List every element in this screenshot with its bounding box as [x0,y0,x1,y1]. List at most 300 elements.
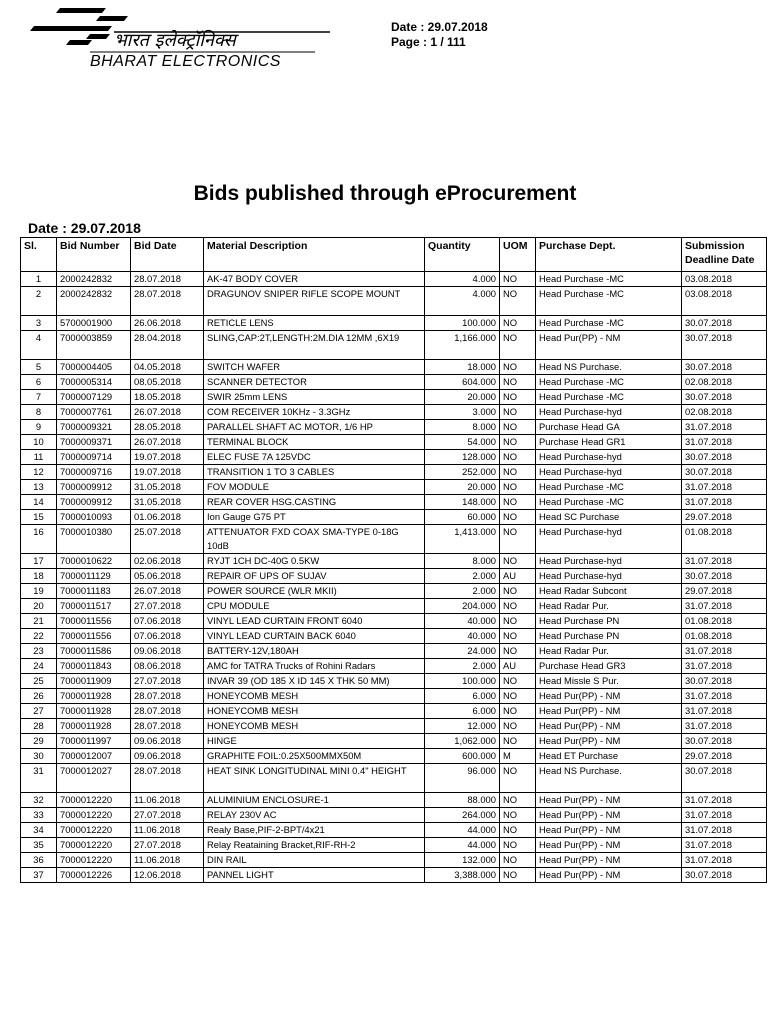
quantity-cell: 54.000 [425,435,500,450]
quantity-cell: 40.000 [425,629,500,644]
bid-number-cell: 7000010093 [57,510,131,525]
purchase-dept-cell: Head Purchase -MC [536,375,682,390]
bid-date-cell: 28.07.2018 [131,287,204,316]
quantity-cell: 132.000 [425,853,500,868]
bid-date-cell: 27.07.2018 [131,599,204,614]
bid-number-cell: 7000012220 [57,853,131,868]
bid-date-cell: 28.07.2018 [131,704,204,719]
purchase-dept-cell: Head Radar Pur. [536,644,682,659]
quantity-cell: 2.000 [425,659,500,674]
uom-cell: NO [500,316,536,331]
bid-number-cell: 7000012220 [57,808,131,823]
material-description-cell: SCANNER DETECTOR [204,375,425,390]
bid-date-cell: 26.07.2018 [131,584,204,599]
uom-cell: NO [500,599,536,614]
deadline-cell: 31.07.2018 [682,644,767,659]
table-row [21,689,767,704]
bid-number-cell: 7000009912 [57,495,131,510]
quantity-cell: 44.000 [425,838,500,853]
purchase-dept-cell: Purchase Head GR1 [536,435,682,450]
material-description-cell: RELAY 230V AC [204,808,425,823]
purchase-dept-cell: Head Radar Subcont [536,584,682,599]
purchase-dept-cell: Head Pur(PP) - NM [536,704,682,719]
material-description-cell: VINYL LEAD CURTAIN BACK 6040 [204,629,425,644]
material-description-cell: HONEYCOMB MESH [204,719,425,734]
bid-date-cell: 11.06.2018 [131,793,204,808]
sl-cell: 29 [21,734,57,749]
bid-number-cell: 7000011928 [57,704,131,719]
sl-cell: 2 [21,287,57,316]
quantity-cell: 40.000 [425,614,500,629]
material-description-cell: REPAIR OF UPS OF SUJAV [204,569,425,584]
deadline-cell: 31.07.2018 [682,480,767,495]
purchase-dept-cell: Head Purchase-hyd [536,554,682,569]
material-description-cell: HINGE [204,734,425,749]
quantity-cell: 604.000 [425,375,500,390]
quantity-cell: 3,388.000 [425,868,500,883]
col-bid-date-header: Bid Date [131,238,204,272]
table-row [21,659,767,674]
sl-cell: 35 [21,838,57,853]
purchase-dept-cell: Head Purchase-hyd [536,450,682,465]
bid-number-cell: 7000009714 [57,450,131,465]
table-row [21,331,767,360]
material-description-cell: ATTENUATOR FXD COAX SMA-TYPE 0-18G 10dB [204,525,425,554]
deadline-cell: 31.07.2018 [682,704,767,719]
quantity-cell: 6.000 [425,689,500,704]
uom-cell: NO [500,793,536,808]
sl-cell: 19 [21,584,57,599]
bid-date-cell: 01.06.2018 [131,510,204,525]
uom-cell: NO [500,405,536,420]
bid-date-cell: 26.06.2018 [131,316,204,331]
bid-date-cell: 31.05.2018 [131,495,204,510]
bid-date-cell: 28.05.2018 [131,420,204,435]
header-meta [391,20,488,50]
sl-cell: 21 [21,614,57,629]
material-description-cell: RETICLE LENS [204,316,425,331]
sl-cell: 37 [21,868,57,883]
purchase-dept-cell: Head Pur(PP) - NM [536,868,682,883]
table-row [21,584,767,599]
deadline-cell: 30.07.2018 [682,674,767,689]
sl-cell: 27 [21,704,57,719]
table-row [21,360,767,375]
quantity-cell: 100.000 [425,674,500,689]
bid-number-cell: 7000011556 [57,614,131,629]
quantity-cell: 20.000 [425,480,500,495]
deadline-cell: 31.07.2018 [682,599,767,614]
purchase-dept-cell: Head Purchase -MC [536,272,682,287]
quantity-cell: 252.000 [425,465,500,480]
quantity-cell: 4.000 [425,287,500,316]
material-description-cell: HEAT SINK LONGITUDINAL MINI 0.4" HEIGHT [204,764,425,793]
purchase-dept-cell: Head Purchase -MC [536,316,682,331]
purchase-dept-cell: Head Purchase -MC [536,287,682,316]
purchase-dept-cell: Head Pur(PP) - NM [536,808,682,823]
table-row [21,614,767,629]
bid-date-cell: 09.06.2018 [131,734,204,749]
quantity-cell: 12.000 [425,719,500,734]
purchase-dept-cell: Head Pur(PP) - NM [536,853,682,868]
deadline-cell: 30.07.2018 [682,734,767,749]
bid-number-cell: 7000011909 [57,674,131,689]
deadline-cell: 30.07.2018 [682,390,767,405]
bid-number-cell: 7000011586 [57,644,131,659]
uom-cell: AU [500,569,536,584]
material-description-cell: Realy Base,PIF-2-BPT/4x21 [204,823,425,838]
sl-cell: 1 [21,272,57,287]
uom-cell: NO [500,674,536,689]
deadline-cell: 01.08.2018 [682,629,767,644]
table-row [21,495,767,510]
quantity-cell: 18.000 [425,360,500,375]
quantity-cell: 600.000 [425,749,500,764]
deadline-cell: 01.08.2018 [682,614,767,629]
material-description-cell: PARALLEL SHAFT AC MOTOR, 1/6 HP [204,420,425,435]
bid-date-cell: 28.04.2018 [131,331,204,360]
table-row [21,719,767,734]
material-description-cell: SWIR 25mm LENS [204,390,425,405]
uom-cell: NO [500,644,536,659]
bid-date-cell: 09.06.2018 [131,644,204,659]
table-row [21,272,767,287]
header-date: Date : 29.07.2018 [391,20,488,34]
table-row [21,420,767,435]
purchase-dept-cell: Head Pur(PP) - NM [536,689,682,704]
uom-cell: NO [500,689,536,704]
material-description-cell: HONEYCOMB MESH [204,689,425,704]
bid-date-cell: 27.07.2018 [131,674,204,689]
sl-cell: 9 [21,420,57,435]
material-description-cell: FOV MODULE [204,480,425,495]
bid-number-cell: 7000011928 [57,719,131,734]
deadline-cell: 31.07.2018 [682,554,767,569]
bharat-electronics-logo [30,4,340,70]
table-body [21,272,767,883]
sl-cell: 28 [21,719,57,734]
uom-cell: NO [500,495,536,510]
table-row [21,465,767,480]
bid-number-cell: 7000012007 [57,749,131,764]
uom-cell: NO [500,480,536,495]
material-description-cell: CPU MODULE [204,599,425,614]
bid-number-cell: 7000009371 [57,435,131,450]
material-description-cell: SLING,CAP:2T,LENGTH:2M.DIA 12MM ,6X19 [204,331,425,360]
purchase-dept-cell: Head Purchase-hyd [536,525,682,554]
material-description-cell: COM RECEIVER 10KHz - 3.3GHz [204,405,425,420]
purchase-dept-cell: Head SC Purchase [536,510,682,525]
quantity-cell: 100.000 [425,316,500,331]
purchase-dept-cell: Head Purchase-hyd [536,465,682,480]
material-description-cell: TRANSITION 1 TO 3 CABLES [204,465,425,480]
uom-cell: NO [500,287,536,316]
quantity-cell: 1,062.000 [425,734,500,749]
bid-date-cell: 26.07.2018 [131,435,204,450]
bid-date-cell: 28.07.2018 [131,689,204,704]
uom-cell: NO [500,390,536,405]
sl-cell: 14 [21,495,57,510]
bid-number-cell: 7000011997 [57,734,131,749]
deadline-cell: 31.07.2018 [682,659,767,674]
deadline-cell: 30.07.2018 [682,316,767,331]
sl-cell: 18 [21,569,57,584]
material-description-cell: GRAPHITE FOIL:0.25X500MMX50M [204,749,425,764]
sl-cell: 11 [21,450,57,465]
purchase-dept-cell: Head ET Purchase [536,749,682,764]
sl-cell: 24 [21,659,57,674]
material-description-cell: SWITCH WAFER [204,360,425,375]
table-row [21,316,767,331]
table-row [21,674,767,689]
report-date: Date : 29.07.2018 [28,220,141,236]
material-description-cell: AK-47 BODY COVER [204,272,425,287]
uom-cell: NO [500,734,536,749]
bid-date-cell: 28.07.2018 [131,272,204,287]
deadline-cell: 31.07.2018 [682,793,767,808]
deadline-cell: 31.07.2018 [682,495,767,510]
uom-cell: NO [500,450,536,465]
bid-date-cell: 19.07.2018 [131,450,204,465]
table-row [21,525,767,554]
bid-number-cell: 7000011183 [57,584,131,599]
material-description-cell: Ion Gauge G75 PT [204,510,425,525]
quantity-cell: 1,166.000 [425,331,500,360]
bid-date-cell: 05.06.2018 [131,569,204,584]
bid-number-cell: 7000011556 [57,629,131,644]
deadline-cell: 31.07.2018 [682,689,767,704]
deadline-cell: 31.07.2018 [682,838,767,853]
uom-cell: AU [500,659,536,674]
deadline-cell: 03.08.2018 [682,287,767,316]
col-bid-number-header: Bid Number [57,238,131,272]
bid-date-cell: 11.06.2018 [131,853,204,868]
quantity-cell: 128.000 [425,450,500,465]
table-row [21,808,767,823]
quantity-cell: 8.000 [425,420,500,435]
purchase-dept-cell: Purchase Head GR3 [536,659,682,674]
bid-date-cell: 02.06.2018 [131,554,204,569]
purchase-dept-cell: Head Radar Pur. [536,599,682,614]
purchase-dept-cell: Head Purchase-hyd [536,405,682,420]
uom-cell: NO [500,614,536,629]
bid-number-cell: 7000009321 [57,420,131,435]
deadline-cell: 29.07.2018 [682,584,767,599]
bid-number-cell: 7000012220 [57,793,131,808]
deadline-cell: 02.08.2018 [682,405,767,420]
deadline-cell: 30.07.2018 [682,764,767,793]
uom-cell: NO [500,838,536,853]
sl-cell: 32 [21,793,57,808]
bid-number-cell: 7000011928 [57,689,131,704]
quantity-cell: 96.000 [425,764,500,793]
quantity-cell: 2.000 [425,584,500,599]
deadline-cell: 30.07.2018 [682,868,767,883]
deadline-cell: 30.07.2018 [682,465,767,480]
bid-number-cell: 7000005314 [57,375,131,390]
material-description-cell: HONEYCOMB MESH [204,704,425,719]
sl-cell: 36 [21,853,57,868]
bid-number-cell: 7000011129 [57,569,131,584]
svg-text:BHARAT ELECTRONICS: BHARAT ELECTRONICS [90,53,281,70]
table-row [21,868,767,883]
sl-cell: 30 [21,749,57,764]
material-description-cell: DIN RAIL [204,853,425,868]
bid-number-cell: 7000012226 [57,868,131,883]
quantity-cell: 2.000 [425,569,500,584]
quantity-cell: 204.000 [425,599,500,614]
bid-number-cell: 7000003859 [57,331,131,360]
sl-cell: 12 [21,465,57,480]
quantity-cell: 148.000 [425,495,500,510]
uom-cell: NO [500,420,536,435]
uom-cell: NO [500,375,536,390]
bid-number-cell: 7000011517 [57,599,131,614]
uom-cell: NO [500,719,536,734]
bid-date-cell: 18.05.2018 [131,390,204,405]
deadline-cell: 30.07.2018 [682,360,767,375]
purchase-dept-cell: Head Pur(PP) - NM [536,823,682,838]
table-row [21,405,767,420]
bids-table [20,237,767,883]
material-description-cell: RYJT 1CH DC-40G 0.5KW [204,554,425,569]
sl-cell: 13 [21,480,57,495]
material-description-cell: VINYL LEAD CURTAIN FRONT 6040 [204,614,425,629]
uom-cell: NO [500,629,536,644]
material-description-cell: ELEC FUSE 7A 125VDC [204,450,425,465]
deadline-cell: 30.07.2018 [682,450,767,465]
table-row [21,764,767,793]
quantity-cell: 24.000 [425,644,500,659]
uom-cell: NO [500,360,536,375]
table-row [21,480,767,495]
material-description-cell: ALUMINIUM ENCLOSURE-1 [204,793,425,808]
table-row [21,853,767,868]
purchase-dept-cell: Head Pur(PP) - NM [536,719,682,734]
bid-date-cell: 04.05.2018 [131,360,204,375]
bid-date-cell: 07.06.2018 [131,614,204,629]
col-purchase-dept-header: Purchase Dept. [536,238,682,272]
quantity-cell: 4.000 [425,272,500,287]
bid-date-cell: 28.07.2018 [131,719,204,734]
deadline-cell: 02.08.2018 [682,375,767,390]
quantity-cell: 3.000 [425,405,500,420]
bid-date-cell: 28.07.2018 [131,764,204,793]
bid-number-cell: 7000007129 [57,390,131,405]
quantity-cell: 264.000 [425,808,500,823]
purchase-dept-cell: Head NS Purchase. [536,360,682,375]
deadline-cell: 03.08.2018 [682,272,767,287]
bid-date-cell: 25.07.2018 [131,525,204,554]
uom-cell: NO [500,272,536,287]
bid-number-cell: 7000004405 [57,360,131,375]
bid-number-cell: 7000007761 [57,405,131,420]
bid-number-cell: 7000012027 [57,764,131,793]
sl-cell: 31 [21,764,57,793]
material-description-cell: POWER SOURCE (WLR MKII) [204,584,425,599]
material-description-cell: PANNEL LIGHT [204,868,425,883]
deadline-cell: 30.07.2018 [682,569,767,584]
purchase-dept-cell: Head Pur(PP) - NM [536,838,682,853]
material-description-cell: BATTERY-12V,180AH [204,644,425,659]
bid-date-cell: 27.07.2018 [131,808,204,823]
material-description-cell: Relay Reataining Bracket,RIF-RH-2 [204,838,425,853]
table-row [21,390,767,405]
uom-cell: NO [500,435,536,450]
sl-cell: 8 [21,405,57,420]
uom-cell: NO [500,331,536,360]
sl-cell: 25 [21,674,57,689]
bid-number-cell: 2000242832 [57,272,131,287]
bid-number-cell: 7000012220 [57,823,131,838]
uom-cell: NO [500,510,536,525]
sl-cell: 33 [21,808,57,823]
material-description-cell: INVAR 39 (OD 185 X ID 145 X THK 50 MM) [204,674,425,689]
bid-number-cell: 7000010380 [57,525,131,554]
purchase-dept-cell: Head Pur(PP) - NM [536,331,682,360]
bid-date-cell: 26.07.2018 [131,405,204,420]
purchase-dept-cell: Head Purchase -MC [536,480,682,495]
sl-cell: 17 [21,554,57,569]
material-description-cell: TERMINAL BLOCK [204,435,425,450]
col-sl-header: Sl. [21,238,57,272]
purchase-dept-cell: Purchase Head GA [536,420,682,435]
purchase-dept-cell: Head Pur(PP) - NM [536,734,682,749]
table-row [21,435,767,450]
uom-cell: NO [500,704,536,719]
bid-number-cell: 7000009912 [57,480,131,495]
purchase-dept-cell: Head Missle S Pur. [536,674,682,689]
bid-date-cell: 11.06.2018 [131,823,204,838]
bid-date-cell: 08.06.2018 [131,659,204,674]
quantity-cell: 6.000 [425,704,500,719]
table-row [21,450,767,465]
table-row [21,793,767,808]
deadline-cell: 29.07.2018 [682,749,767,764]
sl-cell: 6 [21,375,57,390]
table-row [21,287,767,316]
purchase-dept-cell: Head Purchase -MC [536,495,682,510]
quantity-cell: 8.000 [425,554,500,569]
bid-number-cell: 7000012220 [57,838,131,853]
uom-cell: NO [500,823,536,838]
col-uom-header: UOM [500,238,536,272]
table-header-row [21,238,767,272]
uom-cell: NO [500,554,536,569]
quantity-cell: 60.000 [425,510,500,525]
uom-cell: NO [500,764,536,793]
uom-cell: NO [500,525,536,554]
uom-cell: NO [500,584,536,599]
header-page-number: Page : 1 / 111 [391,35,466,49]
material-description-cell: DRAGUNOV SNIPER RIFLE SCOPE MOUNT [204,287,425,316]
col-quantity-header: Quantity [425,238,500,272]
sl-cell: 4 [21,331,57,360]
col-material-description-header: Material Description [204,238,425,272]
uom-cell: NO [500,465,536,480]
table-row [21,599,767,614]
bid-date-cell: 07.06.2018 [131,629,204,644]
purchase-dept-cell: Head Purchase-hyd [536,569,682,584]
table-row [21,569,767,584]
sl-cell: 7 [21,390,57,405]
deadline-cell: 31.07.2018 [682,853,767,868]
table-row [21,644,767,659]
deadline-cell: 31.07.2018 [682,435,767,450]
quantity-cell: 44.000 [425,823,500,838]
table-row [21,375,767,390]
deadline-cell: 29.07.2018 [682,510,767,525]
